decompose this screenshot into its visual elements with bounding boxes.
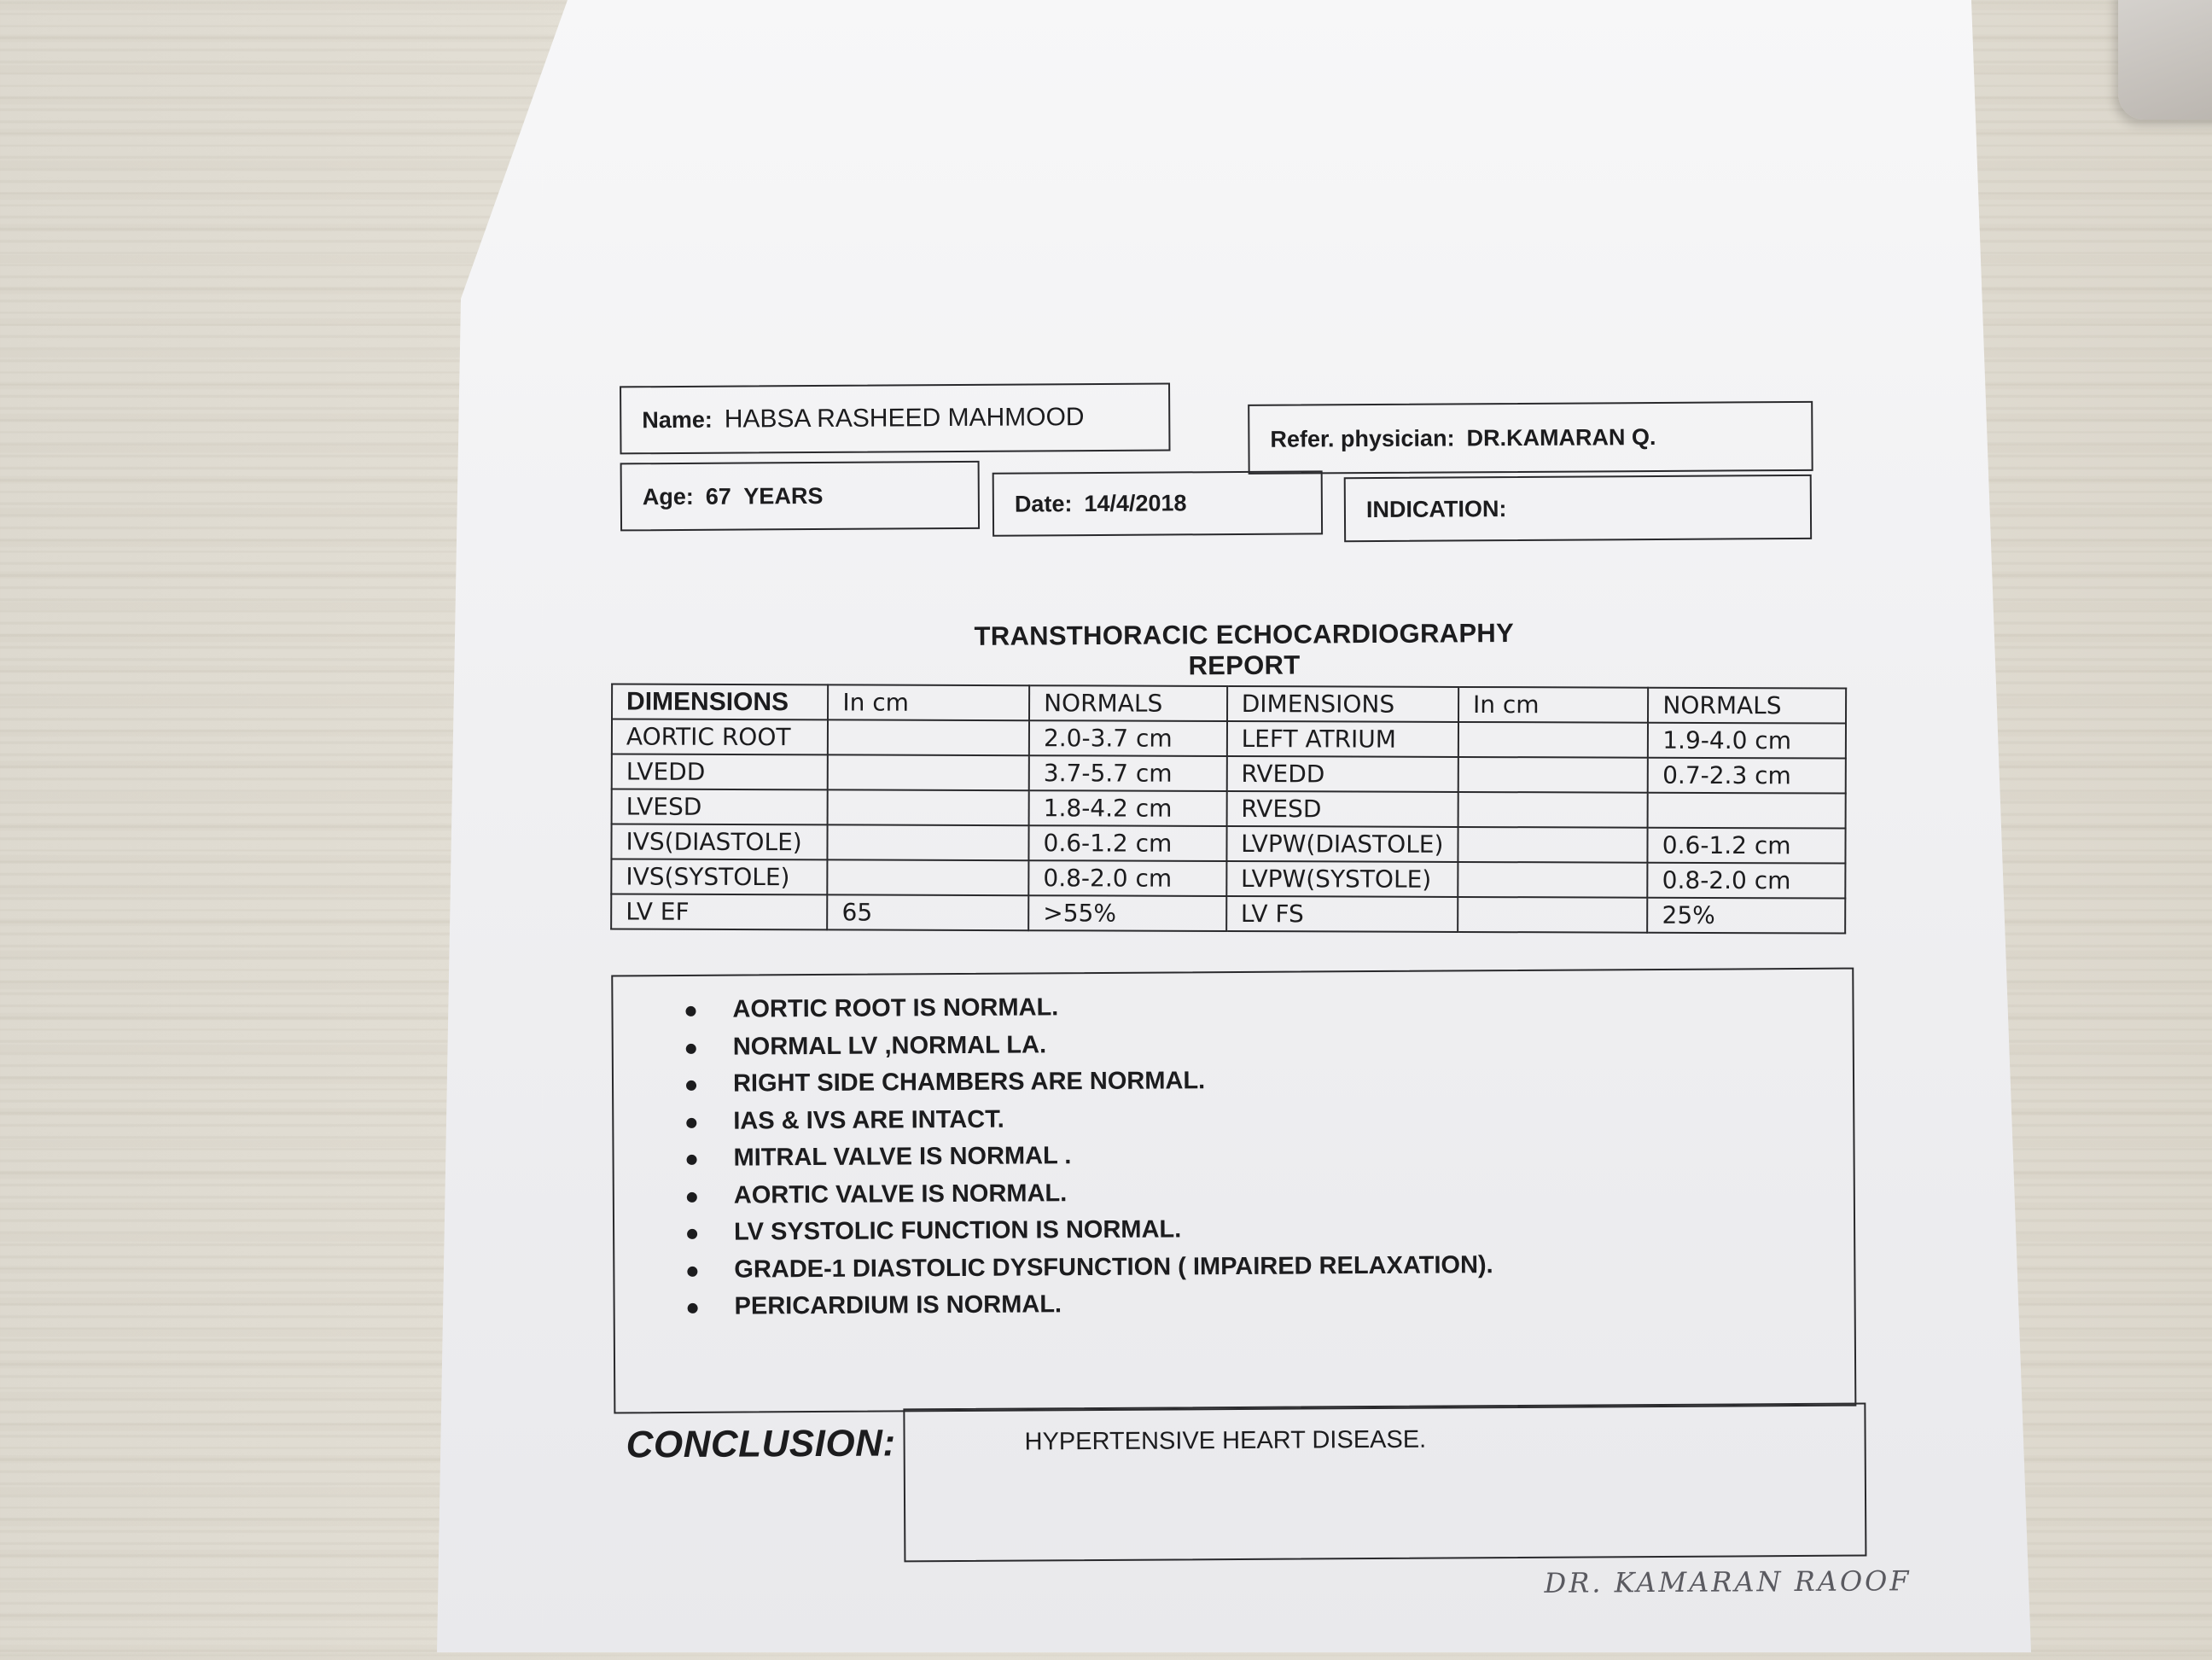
table-cell — [1648, 793, 1846, 829]
findings-box — [611, 968, 1856, 1414]
table-cell: 65 — [827, 894, 1028, 930]
table-cell: 3.7-5.7 cm — [1029, 755, 1227, 791]
table-header-cell: NORMALS — [1648, 688, 1846, 724]
physician-label: Refer. physician: — [1270, 424, 1455, 452]
list-item: PERICARDIUM IS NORMAL. — [734, 1282, 1854, 1326]
indication-field — [1344, 475, 1812, 542]
table-cell: >55% — [1028, 895, 1226, 931]
list-item: IAS & IVS ARE INTACT. — [733, 1096, 1853, 1140]
doctor-signature: DR. KAMARAN RAOOF — [1544, 1564, 1912, 1599]
list-item: LV SYSTOLIC FUNCTION IS NORMAL. — [734, 1208, 1854, 1252]
table-cell — [1458, 897, 1648, 933]
table-row — [612, 789, 1846, 828]
table-row — [611, 894, 1845, 933]
table-header-row — [612, 684, 1846, 723]
table-cell: LVPW(SYSTOLE) — [1226, 861, 1458, 897]
table-cell — [1458, 792, 1649, 828]
table-row — [611, 859, 1845, 898]
table-cell — [828, 719, 1029, 755]
table-cell — [1458, 722, 1649, 758]
physician-name: DR.KAMARAN Q. — [1466, 423, 1656, 451]
date-value: 14/4/2018 — [1084, 490, 1187, 517]
conclusion-text: HYPERTENSIVE HEART DISEASE. — [1024, 1425, 1427, 1456]
table-cell: LVPW(DIASTOLE) — [1226, 826, 1458, 862]
list-item: NORMAL LV ,NORMAL LA. — [733, 1022, 1853, 1066]
table-cell: IVS(DIASTOLE) — [611, 824, 827, 859]
table-cell — [1458, 757, 1649, 793]
table-header-cell: DIMENSIONS — [1227, 686, 1458, 722]
table-cell — [1458, 862, 1648, 898]
table-cell: 25% — [1647, 898, 1845, 934]
table-cell: 0.8-2.0 cm — [1028, 860, 1226, 896]
date-field — [992, 470, 1323, 536]
indication-label: INDICATION: — [1365, 495, 1507, 522]
conclusion-label: CONCLUSION: — [626, 1422, 896, 1466]
table-cell: RVEDD — [1226, 756, 1458, 792]
table-cell: LV EF — [611, 894, 827, 929]
table-header-cell: DIMENSIONS — [612, 684, 828, 719]
table-header-cell: In cm — [828, 684, 1029, 720]
table-cell: 1.8-4.2 cm — [1029, 790, 1227, 826]
patient-name: HABSA RASHEED MAHMOOD — [724, 403, 1085, 434]
name-label: Name: — [642, 406, 713, 433]
table-cell — [828, 824, 1029, 860]
table-cell — [828, 754, 1029, 790]
list-item: MITRAL VALVE IS NORMAL . — [733, 1133, 1853, 1178]
report-title: TRANSTHORACIC ECHOCARDIOGRAPHY REPORT — [974, 618, 1515, 681]
dimensions-table — [610, 683, 1847, 934]
physician-field — [1248, 401, 1813, 475]
findings-list — [613, 985, 1854, 1326]
table-cell: 0.6-1.2 cm — [1028, 825, 1226, 861]
table-cell: LVESD — [612, 789, 828, 824]
table-cell — [828, 789, 1029, 825]
patient-name-field — [620, 382, 1170, 454]
table-row — [611, 824, 1845, 863]
list-item: GRADE-1 DIASTOLIC DYSFUNCTION ( IMPAIRED RELAXATION). — [734, 1244, 1854, 1289]
age-field — [620, 461, 980, 532]
table-cell: AORTIC ROOT — [612, 719, 828, 754]
conclusion-box — [903, 1403, 1866, 1563]
age-value: 67 YEARS — [705, 482, 824, 510]
list-item: AORTIC ROOT IS NORMAL. — [732, 985, 1852, 1029]
table-cell: 0.6-1.2 cm — [1648, 828, 1846, 864]
age-label: Age: — [642, 483, 694, 510]
table-cell — [828, 859, 1029, 895]
list-item: AORTIC VALVE IS NORMAL. — [734, 1170, 1854, 1214]
table-cell: LEFT ATRIUM — [1227, 721, 1458, 757]
table-cell: 0.7-2.3 cm — [1648, 758, 1846, 794]
table-cell: LV FS — [1226, 896, 1458, 932]
table-cell — [1458, 827, 1648, 863]
list-item: RIGHT SIDE CHAMBERS ARE NORMAL. — [733, 1059, 1853, 1104]
table-cell: LVEDD — [612, 754, 828, 789]
date-label: Date: — [1014, 491, 1073, 517]
table-header-cell: In cm — [1458, 687, 1649, 723]
table-cell: IVS(SYSTOLE) — [611, 859, 827, 894]
table-row — [612, 754, 1846, 793]
table-row — [612, 719, 1846, 758]
table-cell: 1.9-4.0 cm — [1648, 723, 1846, 759]
table-header-cell: NORMALS — [1029, 685, 1227, 721]
table-cell: RVESD — [1226, 791, 1458, 827]
table-cell: 0.8-2.0 cm — [1648, 863, 1846, 899]
table-cell: 2.0-3.7 cm — [1029, 720, 1227, 756]
